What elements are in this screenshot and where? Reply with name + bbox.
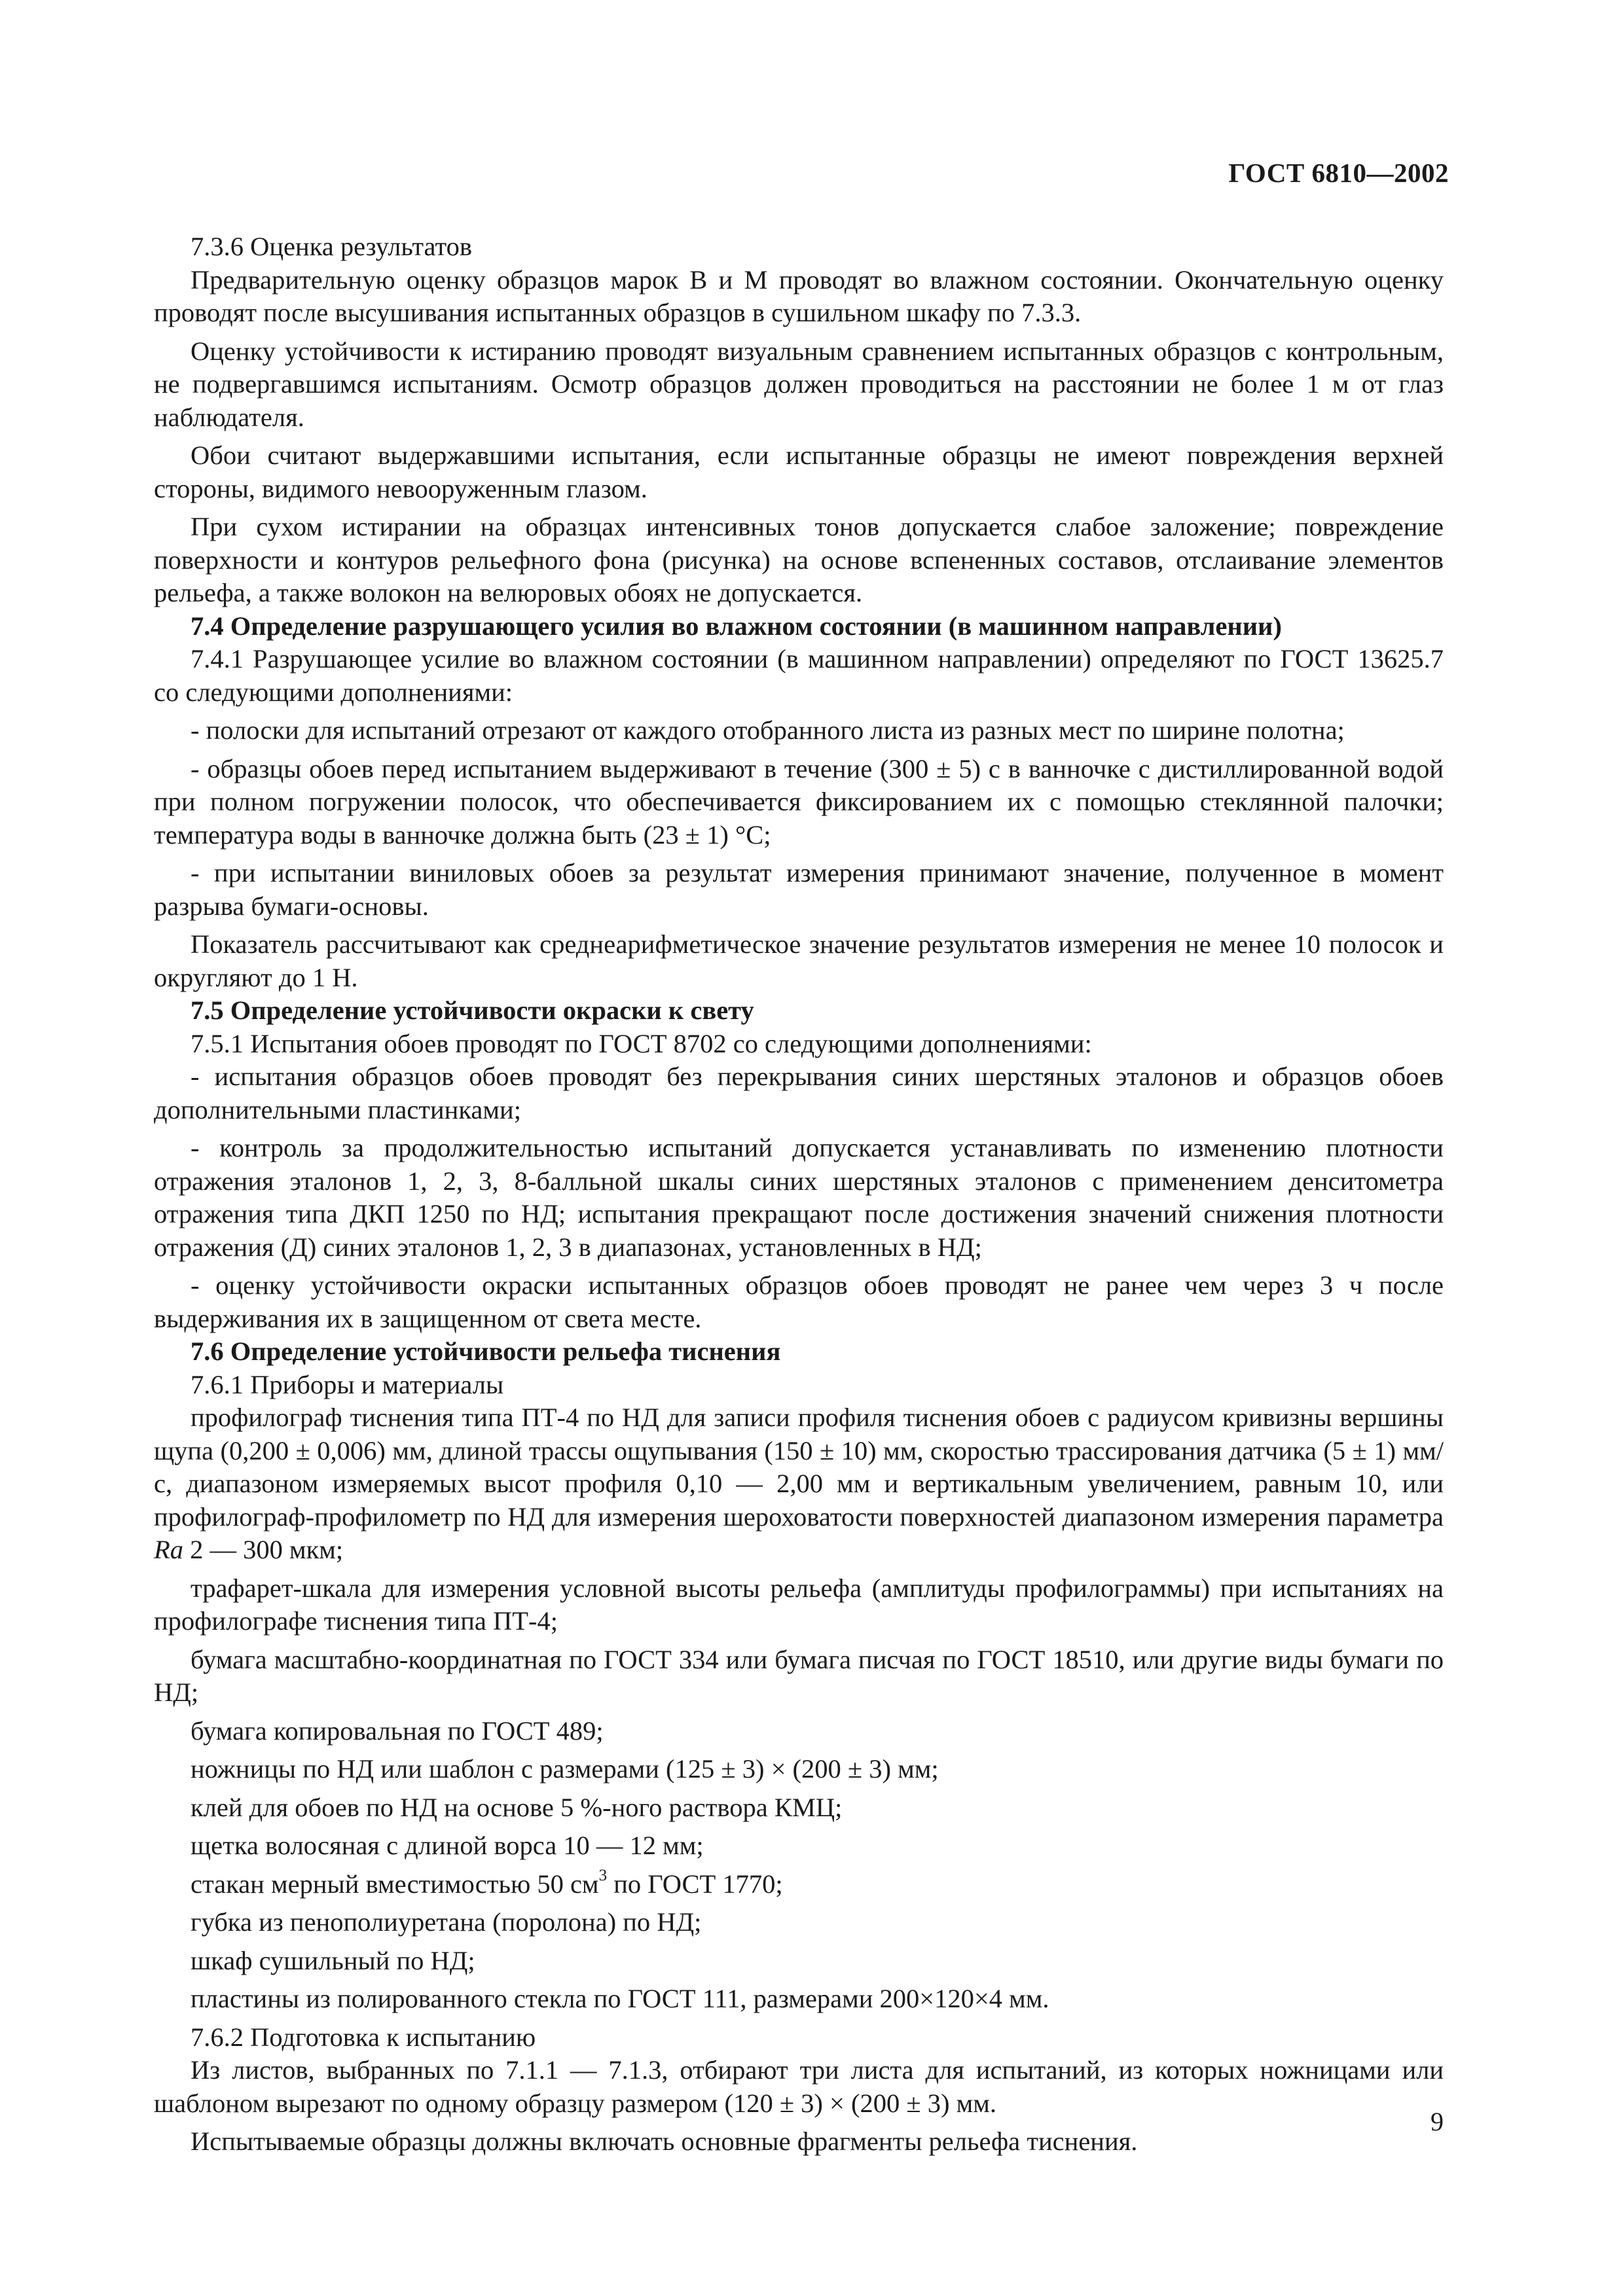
paragraph: Обои считают выдержавшими испытания, если испытанные образцы не имеют повреждения верхней стороны, видимого невооруженным глазом. xyxy=(154,440,1444,503)
text-run: 2 — 300 мкм; xyxy=(183,1535,344,1564)
text-run: стакан мерный вместимостью 50 см xyxy=(191,1869,599,1899)
paragraph: ножницы по НД или шаблон с размерами (125 ± 3) × (200 ± 3) мм; xyxy=(191,1754,939,1784)
paragraph: Предварительную оценку образцов марок В и М проводят во влажном состоянии. Окончательную оценку проводят после высушивания испытанных образцов в сушильном шкафу по 7.3.3. xyxy=(154,264,1444,327)
paragraph: шкаф сушильный по НД; xyxy=(191,1945,475,1975)
paragraph xyxy=(154,1868,1444,1901)
document-body xyxy=(154,230,1444,2159)
superscript: 3 xyxy=(598,1867,608,1885)
paragraph: бумага копировальная по ГОСТ 489; xyxy=(191,1715,604,1746)
paragraph: губка из пенополиуретана (поролона) по НД; xyxy=(191,1907,702,1937)
paragraph: Показатель рассчитывают как среднеарифметическое значение результатов измерения не менее 10 полосок и округляют до 1 Н. xyxy=(154,929,1444,992)
text-run: по ГОСТ 1770; xyxy=(607,1869,783,1899)
list-item: - оценку устойчивости окраски испытанных образцов обоев проводят не ранее чем через 3 ч после выдерживания их в защищенном от света месте. xyxy=(154,1270,1444,1333)
document-header: ГОСТ 6810—2002 xyxy=(1228,158,1449,188)
paragraph: 7.4.1 Разрушающее усилие во влажном состоянии (в машинном направлении) определяют по ГОСТ 13625.7 со следующими дополнениями: xyxy=(154,644,1444,707)
paragraph: пластины из полированного стекла по ГОСТ 111, размерами 200×120×4 мм. xyxy=(191,1984,1049,2013)
paragraph: Испытываемые образцы должны включать основные фрагменты рельефа тиснения. xyxy=(191,2126,1138,2156)
page-number: 9 xyxy=(1431,2107,1444,2136)
subsection-title: 7.3.6 Оценка результатов xyxy=(191,232,472,261)
paragraph: При сухом истирании на образцах интенсивных тонов допускается слабое заложение; повреждение поверхности и контуров рельефного фона (рисунка) на основе вспененных составов, отслаивание элементов рельефа, а также волокон на велюровых обоях не допускается. xyxy=(154,512,1444,607)
list-item: - полоски для испытаний отрезают от каждого отобранного листа из разных мест по ширине полотна; xyxy=(191,715,1345,745)
subsection-title: 7.6.2 Подготовка к испытанию xyxy=(191,2022,536,2052)
section-heading: 7.5 Определение устойчивости окраски к свету xyxy=(191,996,754,1025)
list-item: - контроль за продолжительностью испытаний допускается устанавливать по изменению плотности отражения эталонов 1, 2, 3, 8-балльной шкалы синих шерстяных эталонов с применением денситометра отражения типа ДКП 1250 по НД; испытания прекращают после достижения значений снижения плотности отражения (Д) синих эталонов 1, 2, 3 в диапазонах, установленных в НД; xyxy=(154,1133,1444,1262)
section-heading: 7.6 Определение устойчивости рельефа тиснения xyxy=(191,1336,781,1366)
list-item: - испытания образцов обоев проводят без перекрывания синих шерстяных эталонов и образцов обоев дополнительными пластинками; xyxy=(154,1062,1444,1124)
paragraph: клей для обоев по НД на основе 5 %-ного раствора КМЦ; xyxy=(191,1792,843,1822)
paragraph: трафарет-шкала для измерения условной высоты рельефа (амплитуды профилограммы) при испытаниях на профилографе тиснения типа ПТ-4; xyxy=(154,1573,1444,1636)
paragraph xyxy=(154,1401,1444,1567)
paragraph: щетка волосяная с длиной ворса 10 — 12 мм; xyxy=(191,1831,704,1860)
paragraph: Оценку устойчивости к истиранию проводят визуальным сравнением испытанных образцов с контрольным, не подвергавшимся испытаниям. Осмотр образцов должен проводиться на расстоянии не более 1 м от глаз наблюдателя. xyxy=(154,336,1444,432)
list-item: - образцы обоев перед испытанием выдерживают в течение (300 ± 5) с в ванночке с дистиллированной водой при полном погружении полосок, что обеспечивается фиксированием их с помощью стеклянной палочки; температура воды в ванночке должна быть (23 ± 1) °С; xyxy=(154,753,1444,850)
parameter-symbol: Ra xyxy=(154,1535,183,1564)
section-heading: 7.4 Определение разрушающего усилия во влажном состоянии (в машинном направлении) xyxy=(191,611,1282,641)
text-run: профилограф тиснения типа ПТ-4 по НД для записи профиля тиснения обоев с радиусом кривизны вершины щупа (0,200 ± 0,006) мм, длиной трассы ощупывания (150 ± 10) мм, скоростью трассирования датчика (5 ± 1) мм/с, диапазоном измеряемых высот профиля 0,10 — 2,00 мм и вертикальным увеличением, равным 10, или профилограф-профилометр по НД для измерения шероховатости поверхностей диапазоном измерения параметра xyxy=(154,1403,1444,1532)
subsection-title: 7.6.1 Приборы и материалы xyxy=(191,1369,504,1399)
list-item: - при испытании виниловых обоев за результат измерения принимают значение, полученное в момент разрыва бумаги-основы. xyxy=(154,858,1444,921)
paragraph: Из листов, выбранных по 7.1.1 — 7.1.3, отбирают три листа для испытаний, из которых ножницами или шаблоном вырезают по одному образцу размером (120 ± 3) × (200 ± 3) мм. xyxy=(154,2055,1444,2118)
paragraph: бумага масштабно-координатная по ГОСТ 334 или бумага писчая по ГОСТ 18510, или другие виды бумаги по НД; xyxy=(154,1644,1444,1707)
paragraph: 7.5.1 Испытания обоев проводят по ГОСТ 8702 со следующими дополнениями: xyxy=(191,1028,1092,1058)
